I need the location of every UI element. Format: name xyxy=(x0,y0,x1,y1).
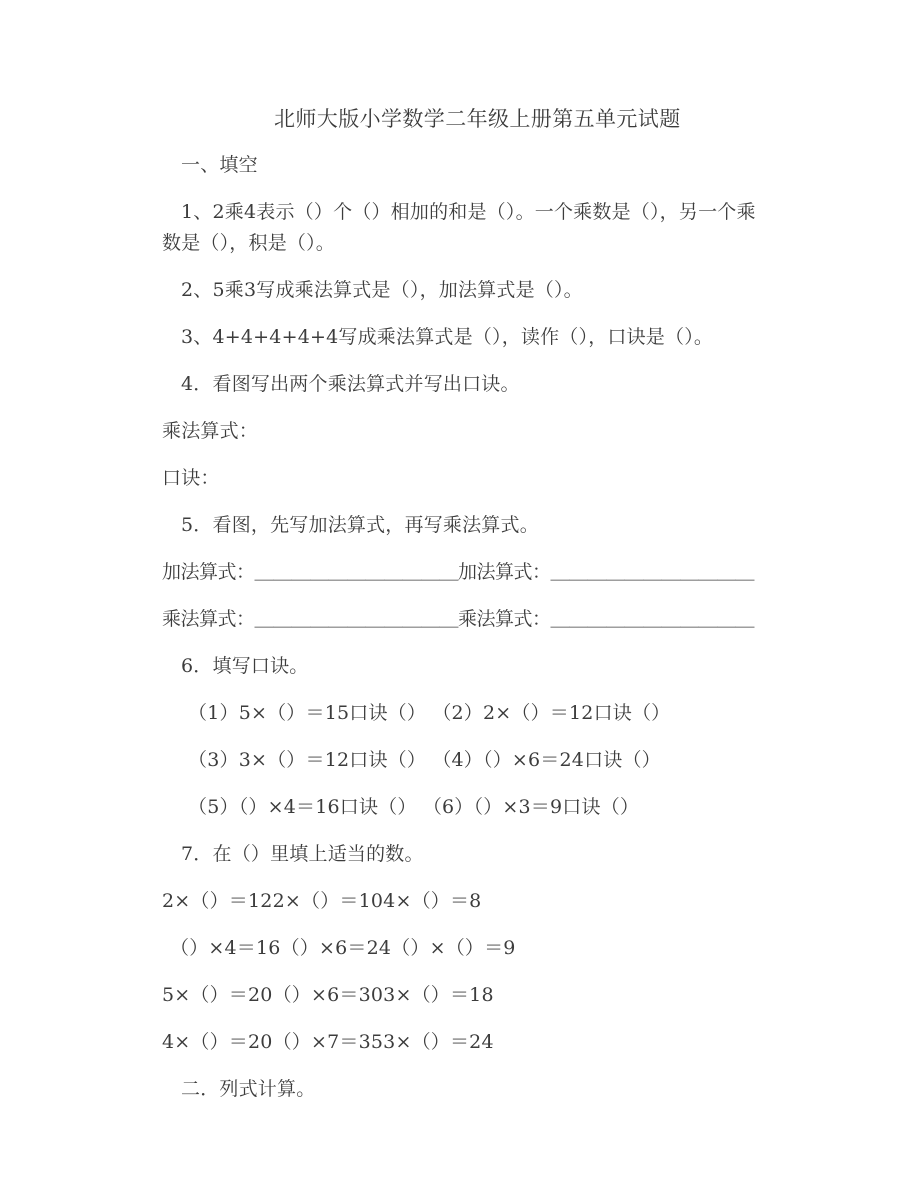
question-6-prompt: 6．填写口诀。 xyxy=(181,655,309,677)
document-content-column xyxy=(162,0,762,1105)
question-6-row-2: （3）3×（）＝12口诀（） （4）（）×6＝24口诀（） xyxy=(188,749,661,771)
question-4-mnemonic-label: 口诀： xyxy=(162,467,220,489)
section-one-heading: 一、填空 xyxy=(181,154,258,176)
question-7-prompt: 7．在（）里填上适当的数。 xyxy=(181,843,424,865)
section-two-heading: 二．列式计算。 xyxy=(181,1078,316,1100)
question-3: 3、4+4+4+4+4写成乘法算式是（），读作（），口诀是（）。 xyxy=(181,326,714,348)
question-7-row-4: 4×（）＝20（）×7＝353×（）＝24 xyxy=(162,1031,494,1053)
question-2: 2、5乘3写成乘法算式是（），加法算式是（）。 xyxy=(181,279,583,301)
question-5-addition-row: 加法算式：＿＿＿＿＿＿＿＿＿＿＿加法算式：＿＿＿＿＿＿＿＿＿＿＿ xyxy=(162,561,755,583)
question-7-row-3: 5×（）＝20（）×6＝303×（）＝18 xyxy=(162,984,494,1006)
question-5-multiplication-row: 乘法算式：＿＿＿＿＿＿＿＿＿＿＿乘法算式：＿＿＿＿＿＿＿＿＿＿＿ xyxy=(162,608,755,630)
page-title: 北师大版小学数学二年级上册第五单元试题 xyxy=(274,107,681,131)
question-1: 1、2乘4表示（）个（）相加的和是（）。一个乘数是（），另一个乘数是（），积是（）。 xyxy=(162,201,756,254)
question-4-prompt: 4．看图写出两个乘法算式并写出口诀。 xyxy=(181,373,520,395)
question-6-row-1: （1）5×（）＝15口诀（） （2）2×（）＝12口诀（） xyxy=(188,702,671,724)
question-4-multiplication-label: 乘法算式： xyxy=(162,420,259,442)
question-7-row-1: 2×（）＝122×（）＝104×（）＝8 xyxy=(162,890,482,912)
question-5-prompt: 5．看图，先写加法算式，再写乘法算式。 xyxy=(181,514,539,536)
question-7-row-2: （）×4＝16（）×6＝24（）×（）＝9 xyxy=(170,937,516,959)
question-6-row-3: （5）（）×4＝16口诀（） （6）（）×3＝9口诀（） xyxy=(188,796,640,818)
